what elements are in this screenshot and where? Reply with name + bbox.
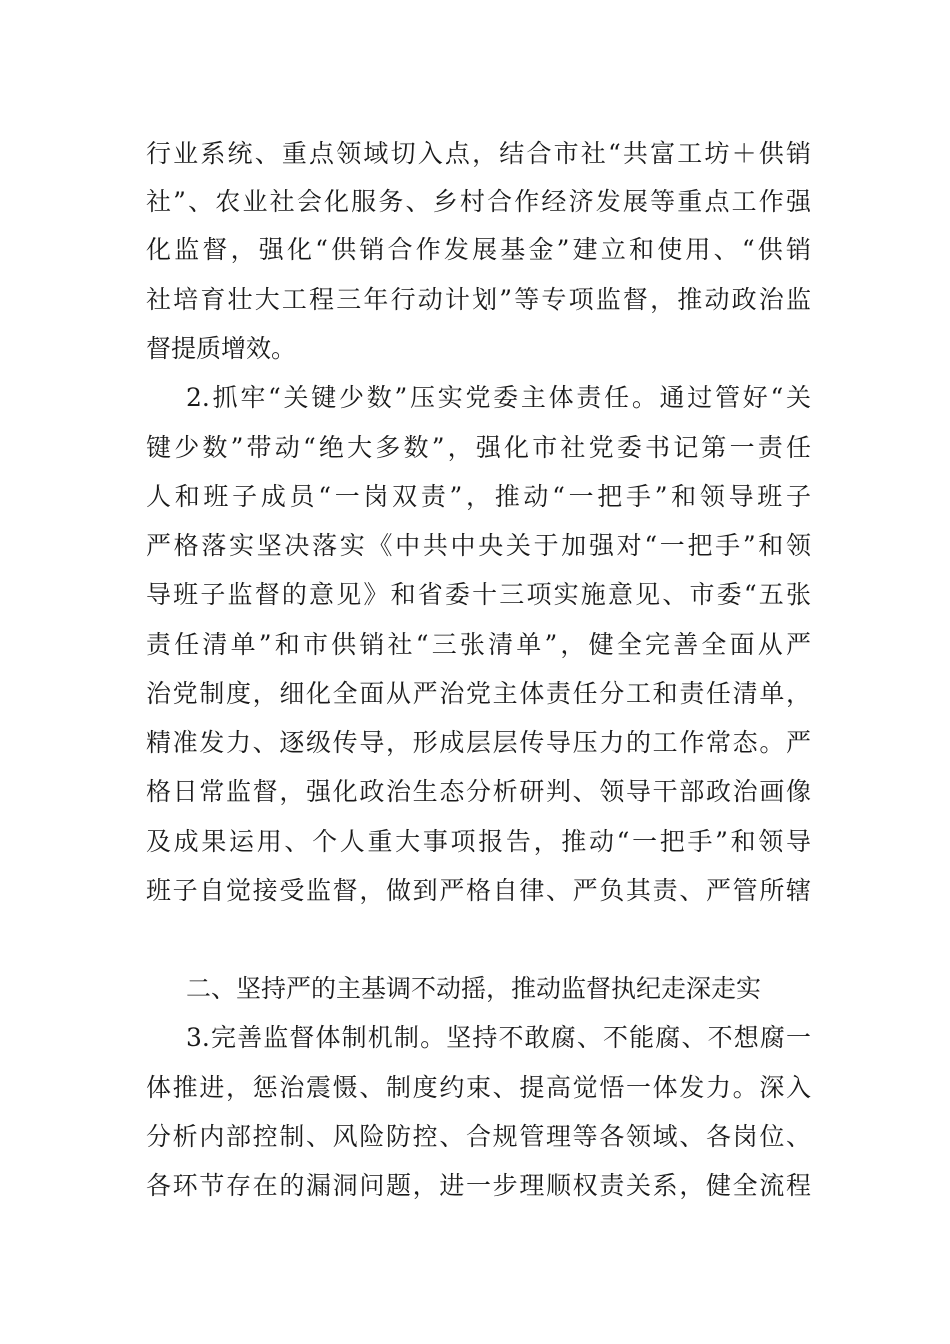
text-line: 严格落实坚决落实《中共中央关于加强对“一把手”和领 [146,531,811,560]
text-line: 键少数”带动“绝大多数”，强化市社党委书记第一责任 [146,433,811,462]
text-line: 分析内部控制、风险防控、合规管理等各领域、各岗位、 [146,1122,811,1151]
text-line: 体推进，惩治震慑、制度约束、提高觉悟一体发力。深入 [146,1073,811,1102]
text-line: 社培育壮大工程三年行动计划”等专项监督，推动政治监 [146,285,811,314]
text-line: 治党制度，细化全面从严治党主体责任分工和责任清单， [146,679,811,708]
text-line: 精准发力、逐级传导，形成层层传导压力的工作常态。严 [146,728,811,757]
text-line: 行业系统、重点领域切入点，结合市社“共富工坊＋供销 [146,139,811,168]
text-line: 及成果运用、个人重大事项报告，推动“一把手”和领导 [146,827,811,856]
text-line: 人和班子成员“一岗双责”，推动“一把手”和领导班子 [146,482,811,511]
paragraph-first-line: 2.抓牢“关键少数”压实党委主体责任。通过管好“关 [186,383,811,412]
text-line: 班子自觉接受监督，做到严格自律、严负其责、严管所辖 [146,876,811,905]
section-heading: 二、坚持严的主基调不动摇，推动监督执纪走深走实 [186,974,762,1003]
text-line: 化监督，强化“供销合作发展基金”建立和使用、“供销 [146,235,811,264]
paragraph-first-line: 3.完善监督体制机制。坚持不敢腐、不能腐、不想腐一 [186,1023,811,1052]
text-line: 格日常监督，强化政治生态分析研判、领导干部政治画像 [146,777,811,806]
text-line: 督提质增效。 [146,334,297,363]
text-line: 导班子监督的意见》和省委十三项实施意见、市委“五张 [146,580,811,609]
text-line: 责任清单”和市供销社“三张清单”，健全完善全面从严 [146,630,811,659]
text-line: 社”、农业社会化服务、乡村合作经济发展等重点工作强 [146,187,811,216]
text-line: 各环节存在的漏洞问题，进一步理顺权责关系，健全流程 [146,1171,811,1200]
